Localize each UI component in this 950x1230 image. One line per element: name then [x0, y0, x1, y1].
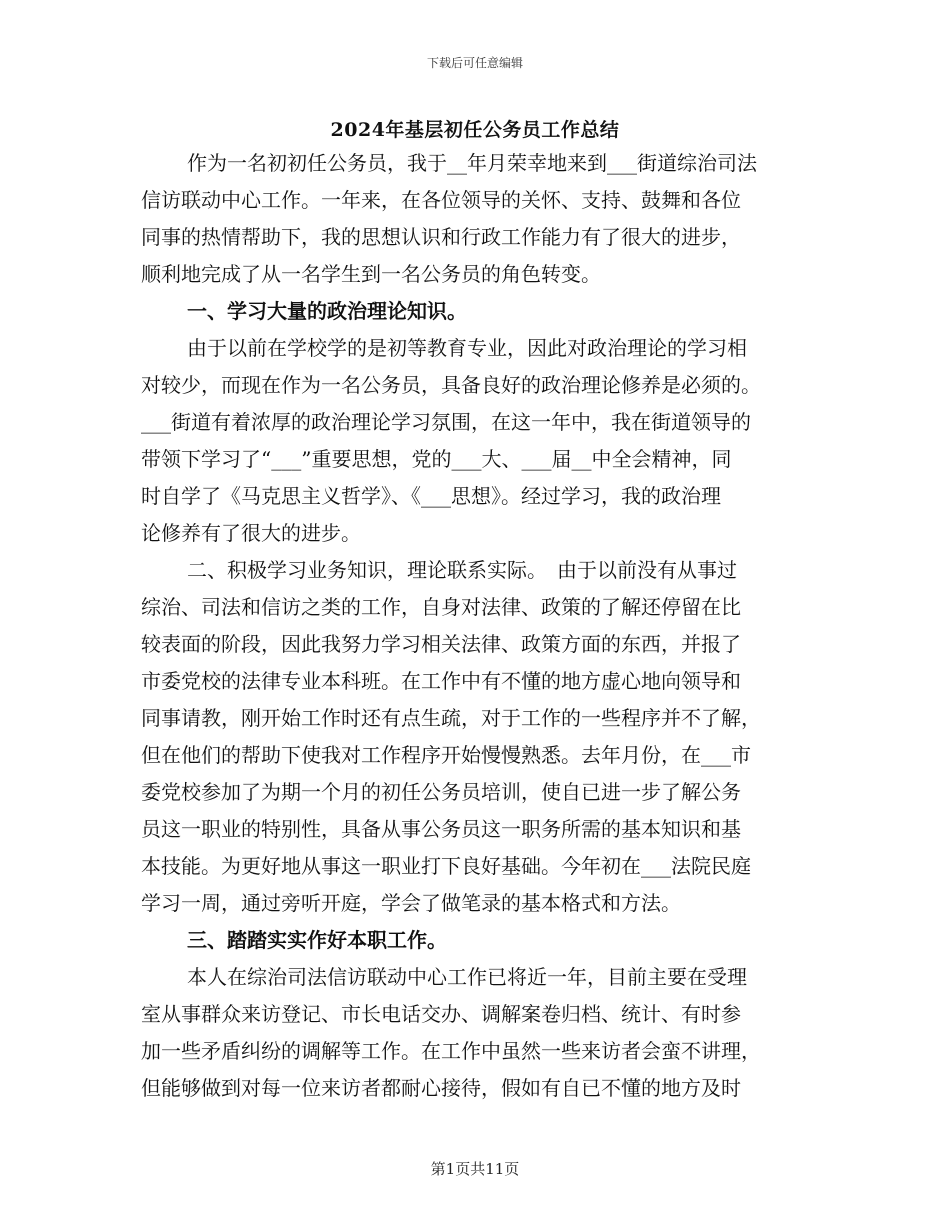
paragraph-line: 由于以前在学校学的是初等教育专业，因此对政治理论的学习相: [187, 336, 747, 360]
paragraph-line: 学习一周，通过旁听开庭，学会了做笔录的基本格式和方法。: [141, 891, 681, 915]
section-heading-line: 二、积极学习业务知识，理论联系实际。 由于以前没有从事过: [187, 558, 737, 582]
paragraph-line: 综治、司法和信访之类的工作，自身对法律、政策的了解还停留在比: [141, 595, 741, 619]
page-number: 第1页共11页: [430, 1160, 520, 1178]
paragraph-line: 信访联动中心工作。一年来，在各位领导的关怀、支持、鼓舞和各位: [141, 188, 741, 212]
paragraph-line: ___街道有着浓厚的政治理论学习氛围，在这一年中，我在街道领导的: [141, 410, 751, 434]
section-heading: 一、学习大量的政治理论知识。: [187, 299, 467, 323]
paragraph-line: 同事的热情帮助下，我的思想认识和行政工作能力有了很大的进步，: [141, 225, 741, 249]
paragraph-line: 作为一名初初任公务员，我于__年月荣幸地来到___街道综治司法: [187, 151, 757, 175]
paragraph-line: 市委党校的法律专业本科班。在工作中有不懂的地方虚心地向领导和: [141, 669, 741, 693]
paragraph-line: 同事请教，刚开始工作时还有点生疏，对于工作的一些程序并不了解，: [141, 706, 761, 730]
document-body: [141, 145, 809, 1107]
paragraph-line: 较表面的阶段，因此我努力学习相关法律、政策方面的东西，并报了: [141, 632, 741, 656]
paragraph-line: 本技能。为更好地从事这一职业打下良好基础。今年初在___法院民庭: [141, 854, 751, 878]
paragraph-line: 委党校参加了为期一个月的初任公务员培训，使自已进一步了解公务: [141, 780, 741, 804]
paragraph-line: 顺利地完成了从一名学生到一名公务员的角色转变。: [141, 262, 601, 286]
paragraph-line: 对较少，而现在作为一名公务员，具备良好的政治理论修养是必须的。: [141, 373, 761, 397]
paragraph-line: 论修养有了很大的进步。: [141, 521, 361, 545]
paragraph-line: 本人在综治司法信访联动中心工作已将近一年，目前主要在受理: [187, 965, 747, 989]
paragraph-line: 室从事群众来访登记、市长电话交办、调解案卷归档、统计、有时参: [141, 1002, 741, 1026]
paragraph-line: 员这一职业的特别性，具备从事公务员这一职务所需的基本知识和基: [141, 817, 741, 841]
paragraph-line: 带领下学习了“___”重要思想，党的___大、___届__中全会精神，同: [141, 447, 732, 471]
paragraph-line: 但在他们的帮助下使我对工作程序开始慢慢熟悉。去年月份，在___市: [141, 743, 751, 767]
paragraph-line: 加一些矛盾纠纷的调解等工作。在工作中虽然一些来访者会蛮不讲理，: [141, 1039, 761, 1063]
header-note: 下载后可任意编辑: [426, 56, 523, 70]
document-title: 2024年基层初任公务员工作总结: [330, 119, 620, 141]
paragraph-line: 但能够做到对每一位来访者都耐心接待，假如有自已不懂的地方及时: [141, 1076, 741, 1100]
section-heading: 三、踏踏实实作好本职工作。: [187, 928, 447, 952]
paragraph-line: 时自学了《马克思主义哲学》、《___思想》。经过学习，我的政治理: [141, 484, 721, 508]
